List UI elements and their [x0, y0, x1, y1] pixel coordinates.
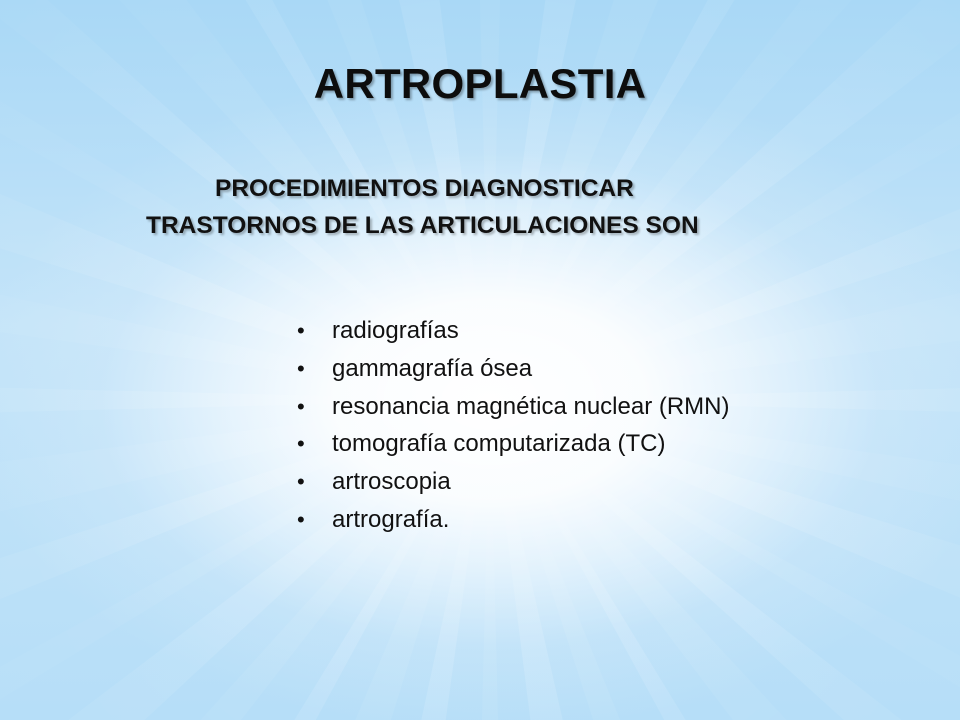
list-item-text: artroscopia — [332, 468, 451, 496]
bullet-icon: • — [297, 393, 305, 419]
slide-title: ARTROPLASTIA — [313, 60, 647, 107]
list-item-text: resonancia magnética nuclear (RMN) — [332, 392, 730, 420]
list-item-text: tomografía computarizada (TC) — [332, 430, 666, 458]
bullet-icon: • — [297, 431, 305, 457]
bullet-icon: • — [297, 506, 305, 532]
subtitle-line-2: TRASTORNOS DE LAS ARTICULACIONES SON — [146, 212, 699, 239]
bullet-icon: • — [297, 318, 305, 343]
list-item-text: artrografía. — [332, 505, 450, 533]
list-item — [297, 312, 730, 350]
list-item — [297, 425, 730, 463]
bullet-icon: • — [297, 355, 305, 381]
subtitle-line-1: PROCEDIMIENTOS DIAGNOSTICAR — [215, 175, 634, 202]
list-item — [297, 463, 730, 501]
diagnostic-procedures-list — [297, 312, 730, 539]
list-item-text: gammagrafía ósea — [332, 354, 533, 382]
list-item-text: radiografías — [332, 317, 459, 344]
list-item — [297, 388, 730, 426]
list-item — [297, 501, 730, 539]
bullet-icon: • — [297, 469, 305, 495]
list-item — [297, 350, 730, 388]
